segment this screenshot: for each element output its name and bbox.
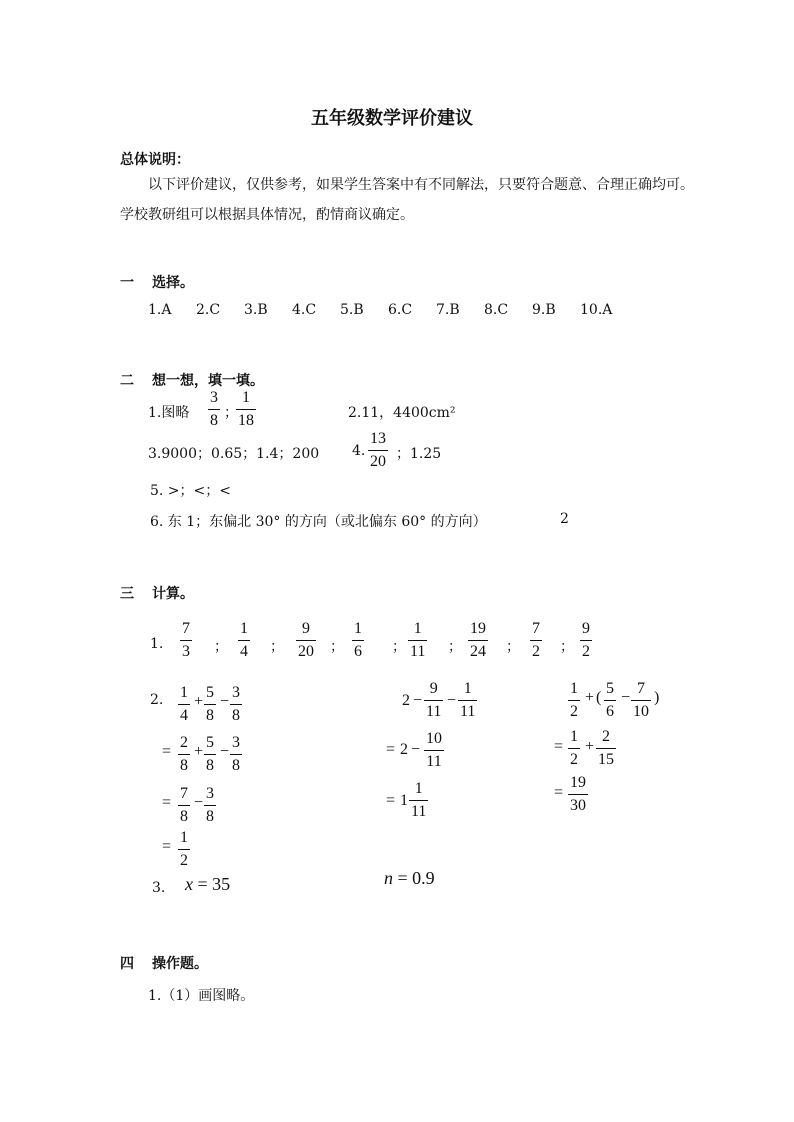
equals-sign: = xyxy=(162,743,172,760)
fill-q5: 5. >；<；< xyxy=(150,483,231,499)
fill-q2: 2.11，4400cm² xyxy=(348,405,456,421)
fraction: $\frac{1}{11}$ xyxy=(460,680,476,720)
page-title: 五年级数学评价建议 xyxy=(311,108,473,129)
fraction: $\frac{1}{18}$ xyxy=(238,389,254,429)
minus-sign: − xyxy=(220,743,230,760)
fill-q6: 6. 东 1；东偏北 30° 的方向（或北偏东 60° 的方向） xyxy=(150,514,487,530)
right-paren: ) xyxy=(654,689,660,706)
fill-q6-last: 2 xyxy=(560,511,569,527)
whole-number: 2 xyxy=(400,741,408,758)
choice-answer: 6.C xyxy=(388,302,413,318)
fraction: $\frac{5}{8}$ xyxy=(206,684,214,724)
minus-sign: − xyxy=(194,794,204,811)
fraction: $\frac{1}{4}$ xyxy=(180,684,188,724)
plus-sign: + xyxy=(194,743,204,760)
separator: ； xyxy=(214,639,228,655)
section4-heading: 操作题。 xyxy=(152,956,208,972)
fraction: $\frac{5}{8}$ xyxy=(206,734,214,774)
operation-q1: 1.（1）画图略。 xyxy=(148,988,255,1004)
equation-n: n = 0.9 xyxy=(384,868,435,888)
equation-x: x = 35 xyxy=(185,874,231,894)
equals-sign: = xyxy=(162,794,172,811)
fill-q1-label: 1.图略 xyxy=(148,405,190,421)
fraction: $\frac{1}{11}$ xyxy=(411,780,427,820)
section2-heading: 想一想，填一填。 xyxy=(152,373,264,389)
minus-sign: − xyxy=(220,693,230,710)
fraction: $\frac{1}{2}$ xyxy=(180,829,188,869)
minus-sign: − xyxy=(447,692,457,709)
section3-heading: 计算。 xyxy=(152,586,194,602)
fraction: $\frac{9}{11}$ xyxy=(426,680,442,720)
fraction: $\frac{9}{2}$ xyxy=(582,620,590,660)
fraction: $\frac{1}{2}$ xyxy=(570,680,578,720)
fraction: $\frac{1}{11}$ xyxy=(410,620,426,660)
equals-sign: = xyxy=(162,838,172,855)
separator: ； xyxy=(448,639,462,655)
plus-sign: + xyxy=(194,693,204,710)
fraction: $\frac{9}{20}$ xyxy=(298,620,314,660)
equals-sign: = xyxy=(554,738,564,755)
choice-answer: 8.C xyxy=(484,302,509,318)
equals-sign: = xyxy=(386,741,396,758)
choice-answer: 3.B xyxy=(244,302,268,318)
separator: ； xyxy=(506,639,520,655)
choice-answer: 9.B xyxy=(532,302,556,318)
choice-answer: 1.A xyxy=(148,302,172,318)
fraction: $\frac{3}{8}$ xyxy=(232,684,240,724)
fraction: $\frac{3}{8}$ xyxy=(210,389,218,429)
section4-number: 四 xyxy=(120,956,134,972)
fraction: $\frac{7}{10}$ xyxy=(633,680,649,720)
plus-sign: + xyxy=(585,738,595,755)
fraction: $\frac{5}{6}$ xyxy=(606,680,614,720)
separator: ； xyxy=(392,639,406,655)
fraction: $\frac{7}{2}$ xyxy=(532,620,540,660)
whole-number: 1 xyxy=(400,792,408,809)
fraction: $\frac{2}{8}$ xyxy=(180,734,188,774)
separator: ； xyxy=(224,405,238,421)
section3-number: 三 xyxy=(120,586,134,602)
minus-sign: − xyxy=(411,741,421,758)
choice-answer: 4.C xyxy=(292,302,317,318)
separator: ； xyxy=(330,639,344,655)
section1-heading: 选择。 xyxy=(152,275,194,291)
fraction: $\frac{1}{4}$ xyxy=(240,620,248,660)
fill-q4-rest: ；1.25 xyxy=(396,446,442,462)
plus-sign: + xyxy=(585,689,595,706)
fraction: $\frac{7}{3}$ xyxy=(182,620,190,660)
fraction: $\frac{13}{20}$ xyxy=(370,430,386,470)
fraction: $\frac{1}{2}$ xyxy=(570,728,578,768)
intro-text: 以下评价建议，仅供参考，如果学生答案中有不同解法，只要符合题意、合理正确均可。学校教研组可以根据具体情况，酌情商议确定。 xyxy=(120,177,694,223)
fraction: $\frac{7}{8}$ xyxy=(180,785,188,825)
calc-q1-label: 1. xyxy=(150,636,164,652)
fraction: $\frac{2}{15}$ xyxy=(598,728,614,768)
fraction: $\frac{10}{11}$ xyxy=(426,730,442,770)
separator: ； xyxy=(270,639,284,655)
section2-number: 二 xyxy=(120,373,134,389)
section1-number: 一 xyxy=(120,275,134,291)
choice-answer: 10.A xyxy=(580,302,613,318)
calc-q2-label: 2. xyxy=(150,692,164,708)
equals-sign: = xyxy=(386,792,396,809)
choice-answer: 5.B xyxy=(340,302,364,318)
intro-heading: 总体说明： xyxy=(120,152,190,168)
choice-answer: 7.B xyxy=(436,302,460,318)
fill-q4-label: 4. xyxy=(352,443,366,459)
left-paren: ( xyxy=(596,689,602,706)
minus-sign: − xyxy=(621,689,631,706)
fraction: $\frac{19}{30}$ xyxy=(570,774,586,814)
fraction: $\frac{19}{24}$ xyxy=(470,620,486,660)
minus-sign: − xyxy=(413,692,423,709)
fill-q3: 3.9000；0.65；1.4；200 xyxy=(148,446,320,462)
fraction: $\frac{3}{8}$ xyxy=(206,785,214,825)
choice-answer: 2.C xyxy=(196,302,221,318)
equals-sign: = xyxy=(554,784,564,801)
whole-number: 2 xyxy=(402,692,410,709)
fraction: $\frac{3}{8}$ xyxy=(232,734,240,774)
separator: ； xyxy=(560,639,574,655)
fraction: $\frac{1}{6}$ xyxy=(354,620,362,660)
calc-q3-label: 3. xyxy=(152,880,166,896)
